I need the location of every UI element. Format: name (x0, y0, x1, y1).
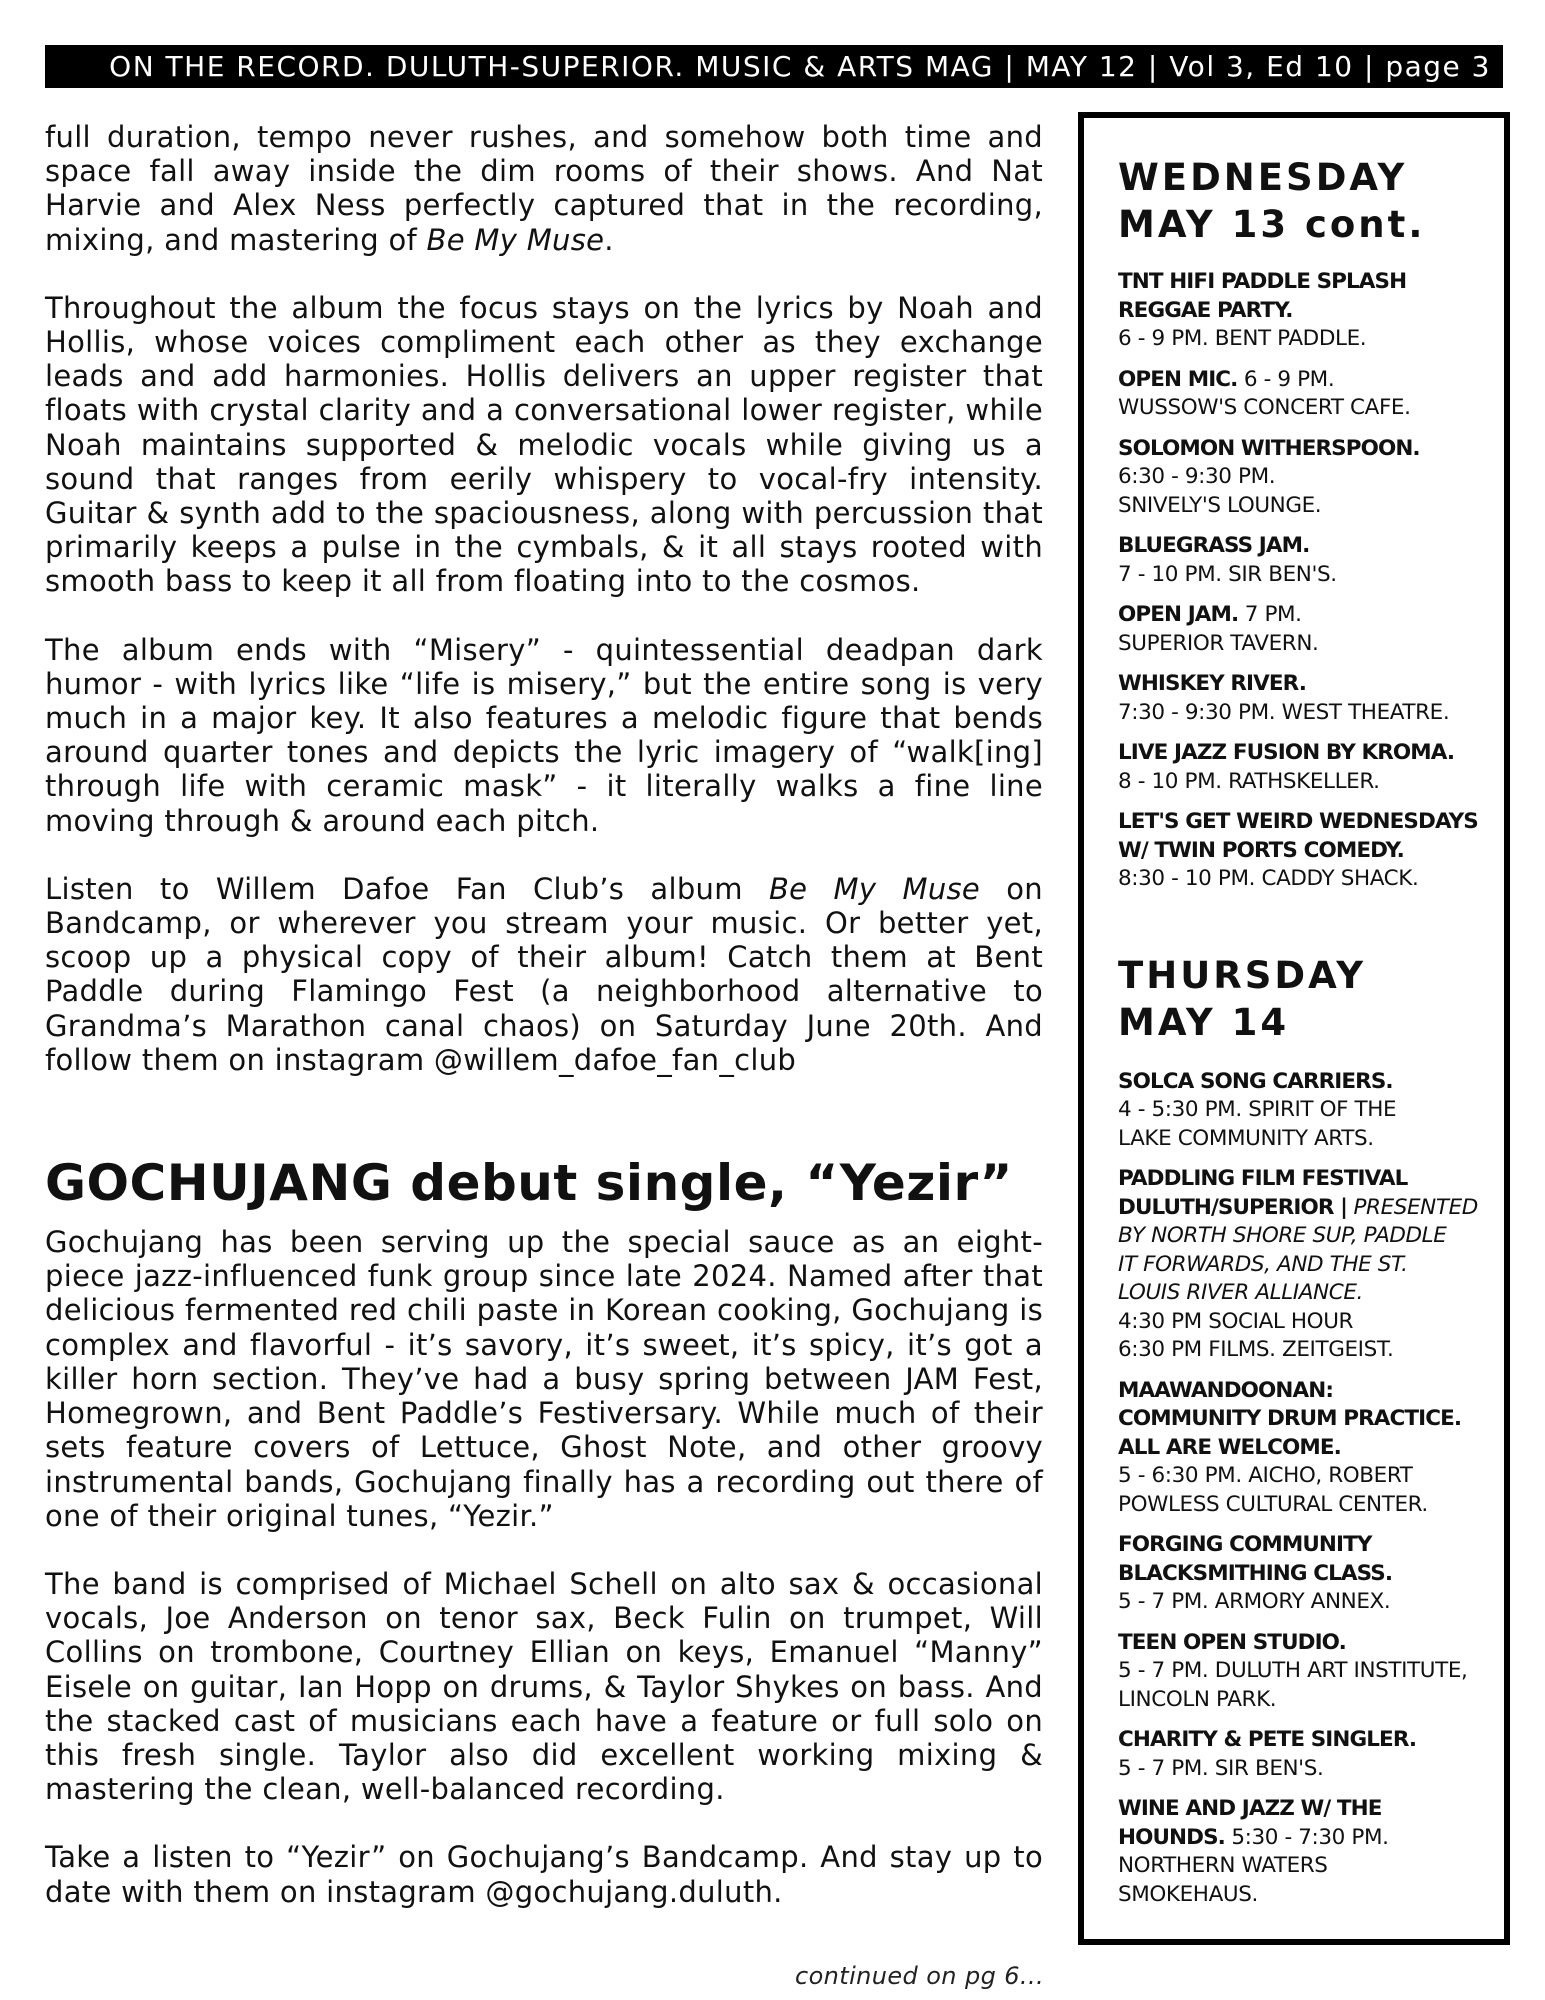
article-headline: GOCHUJANG debut single, “Yezir” (45, 1154, 1013, 1213)
event-detail: SNIVELY'S LOUNGE. (1118, 492, 1322, 518)
event-item (1118, 670, 1492, 727)
article-paragraph (45, 120, 1043, 257)
event-note: BY NORTH SHORE SUP, PADDLE (1118, 1223, 1447, 1248)
event-note: PRESENTED (1347, 1194, 1478, 1220)
event-note: IT FORWARDS, AND THE ST. (1118, 1251, 1408, 1277)
event-detail: 7 - 10 PM. SIR BEN'S. (1118, 561, 1337, 587)
event-item (1118, 1165, 1492, 1365)
event-detail: 7:30 - 9:30 PM. WEST THEATRE. (1118, 699, 1450, 725)
event-time: 6 - 9 PM. (1237, 366, 1335, 392)
event-name: PADDLING FILM FESTIVAL (1118, 1166, 1408, 1191)
day-date: MAY 14 (1118, 1000, 1290, 1044)
album-title: Be My Muse (426, 222, 605, 257)
event-name: COMMUNITY DRUM PRACTICE. (1118, 1406, 1462, 1431)
event-detail: POWLESS CULTURAL CENTER. (1118, 1491, 1428, 1517)
events-sidebar (1078, 112, 1510, 1945)
event-detail: 5 - 7 PM. SIR BEN'S. (1118, 1755, 1324, 1781)
paragraph-text: on Bandcamp, or wherever you stream your music. Or better yet, scoop up a physical copy of their album! Catch them at Bent Paddle during Flamingo Fest (a neighborhood alternative to Grandma’s Marathon canal chaos) on Saturday June 20th. And follow them on instagram @willem_dafoe_fan_club (45, 871, 1043, 1077)
event-name: OPEN JAM. (1118, 602, 1239, 627)
article-paragraph (45, 872, 1043, 1077)
article-paragraph: Gochujang has been serving up the special sauce as an eight-piece jazz-influenced funk group since late 2024. Named after that delicious fermented red chili paste in Korean cooking, Gochujang is complex and flavorful - it’s savory, it’s sweet, it’s spicy, it’s got a killer horn section. They’ve had a busy spring between JAM Fest, Homegrown, and Bent Paddle’s Festiversary. While much of their sets feature covers of Lettuce, Ghost Note, and other groovy instrumental bands, Gochujang finally has a recording out there of one of their original tunes, “Yezir.” (45, 1225, 1043, 1533)
event-name: BLUEGRASS JAM. (1118, 533, 1310, 558)
event-name: OPEN MIC. (1118, 366, 1238, 392)
day-heading (1118, 154, 1492, 248)
event-time: 7 PM. (1238, 602, 1302, 627)
event-name: SOLCA SONG CARRIERS. (1118, 1068, 1393, 1094)
event-detail: LINCOLN PARK. (1118, 1686, 1277, 1712)
event-item (1118, 532, 1492, 589)
event-item (1118, 601, 1492, 658)
event-name: BLACKSMITHING CLASS. (1118, 1560, 1393, 1586)
event-item (1118, 1068, 1492, 1154)
article-paragraph: The album ends with “Misery” - quintessential deadpan dark humor - with lyrics like “life is misery,” but the entire song is very much in a major key. It also features a melodic figure that bends around quarter tones and depicts the lyric imagery of “walk[ing] through life with ceramic mask” - it literally walks a fine line moving through & around each pitch. (45, 632, 1043, 838)
event-detail: 8 - 10 PM. RATHSKELLER. (1118, 768, 1380, 794)
event-note: LOUIS RIVER ALLIANCE. (1118, 1280, 1363, 1305)
day-name: WEDNESDAY (1118, 156, 1408, 199)
event-item (1118, 1531, 1492, 1617)
event-item (1118, 435, 1492, 521)
album-title: Be My Muse (768, 871, 981, 906)
event-detail: 6 - 9 PM. BENT PADDLE. (1118, 326, 1367, 351)
event-name: DULUTH/SUPERIOR | (1118, 1194, 1348, 1220)
event-name: ALL ARE WELCOME. (1118, 1434, 1341, 1460)
event-name: LIVE JAZZ FUSION BY KROMA. (1118, 740, 1455, 765)
day-heading (1118, 952, 1492, 1046)
day-name: THURSDAY (1118, 953, 1366, 997)
paragraph-text: full duration, tempo never rushes, and somehow both time and space fall away inside the dim rooms of their shows. And Nat Harvie and Alex Ness perfectly captured that in the recording, mixing, and mastering of (45, 120, 1043, 257)
event-item (1118, 1629, 1492, 1715)
event-item (1118, 739, 1492, 796)
event-detail: 6:30 - 9:30 PM. (1118, 464, 1276, 489)
event-detail: 8:30 - 10 PM. CADDY SHACK. (1118, 866, 1419, 891)
page-header: ON THE RECORD. DULUTH-SUPERIOR. MUSIC & ARTS MAG | MAY 12 | Vol 3, Ed 10 | page 3 (45, 45, 1503, 88)
event-name: LET'S GET WEIRD WEDNESDAYS (1118, 809, 1478, 834)
event-name: W/ TWIN PORTS COMEDY. (1118, 837, 1404, 863)
event-detail: LAKE COMMUNITY ARTS. (1118, 1125, 1374, 1151)
event-detail: 5 - 7 PM. DULUTH ART INSTITUTE, (1118, 1658, 1468, 1683)
article-column (45, 120, 1043, 1943)
event-name: TEEN OPEN STUDIO. (1118, 1629, 1346, 1655)
event-item (1118, 1726, 1492, 1783)
event-name: MAAWANDOONAN: (1118, 1377, 1334, 1403)
event-name: CHARITY & PETE SINGLER. (1118, 1727, 1417, 1752)
event-item (1118, 268, 1492, 354)
event-item (1118, 808, 1492, 894)
event-name: REGGAE PARTY. (1118, 297, 1293, 323)
event-name: FORGING COMMUNITY (1118, 1532, 1372, 1557)
article-paragraph: Throughout the album the focus stays on the lyrics by Noah and Hollis, whose voices compliment each other as they exchange leads and add harmonies. Hollis delivers an upper register that floats with crystal clarity and a conversational lower register, while Noah maintains supported & melodic vocals while giving us a sound that ranges from eerily whispery to vocal-fry intensity. Guitar & synth add to the spaciousness, along with percussion that primarily keeps a pulse in the cymbals, & it all stays rooted with smooth bass to keep it all from floating into to the cosmos. (45, 290, 1043, 599)
event-name: TNT HIFI PADDLE SPLASH (1118, 269, 1407, 294)
event-detail: 5 - 6:30 PM. AICHO, ROBERT (1118, 1463, 1413, 1488)
event-name: WHISKEY RIVER. (1118, 671, 1306, 696)
paragraph-text: . (604, 222, 614, 257)
event-detail: 4:30 PM SOCIAL HOUR (1118, 1308, 1354, 1334)
event-detail: 5 - 7 PM. ARMORY ANNEX. (1118, 1589, 1391, 1614)
paragraph-text: Listen to Willem Dafoe Fan Club’s album (45, 871, 769, 906)
event-item (1118, 1377, 1492, 1520)
event-detail: NORTHERN WATERS (1118, 1853, 1328, 1878)
event-name: SOLOMON WITHERSPOON. (1118, 435, 1420, 461)
article-paragraph: Take a listen to “Yezir” on Gochujang’s Bandcamp. And stay up to date with them on instagram @gochujang.duluth. (45, 1840, 1043, 1909)
continued-note: continued on pg 6... (795, 1962, 1044, 1990)
event-item (1118, 366, 1492, 423)
event-detail: 6:30 PM FILMS. ZEITGEIST. (1118, 1337, 1394, 1362)
event-item (1118, 1795, 1492, 1909)
event-detail: SUPERIOR TAVERN. (1118, 630, 1319, 656)
day-date: MAY 13 cont. (1118, 203, 1426, 246)
event-detail: 4 - 5:30 PM. SPIRIT OF THE (1118, 1097, 1397, 1122)
event-detail: WUSSOW'S CONCERT CAFE. (1118, 395, 1411, 420)
event-name: WINE AND JAZZ W/ THE (1118, 1796, 1382, 1821)
article-paragraph: The band is comprised of Michael Schell on alto sax & occasional vocals, Joe Anderson on tenor sax, Beck Fulin on trumpet, Will Collins on trombone, Courtney Ellian on keys, Emanuel “Manny” Eisele on guitar, Ian Hopp on drums, & Taylor Shykes on bass. And the stacked cast of musicians each have a feature or full solo on this fresh single. Taylor also did excellent working mixing & mastering the clean, well-balanced recording. (45, 1566, 1043, 1807)
event-name: HOUNDS. (1118, 1824, 1225, 1850)
event-time: 5:30 - 7:30 PM. (1224, 1824, 1389, 1850)
event-detail: SMOKEHAUS. (1118, 1881, 1258, 1907)
